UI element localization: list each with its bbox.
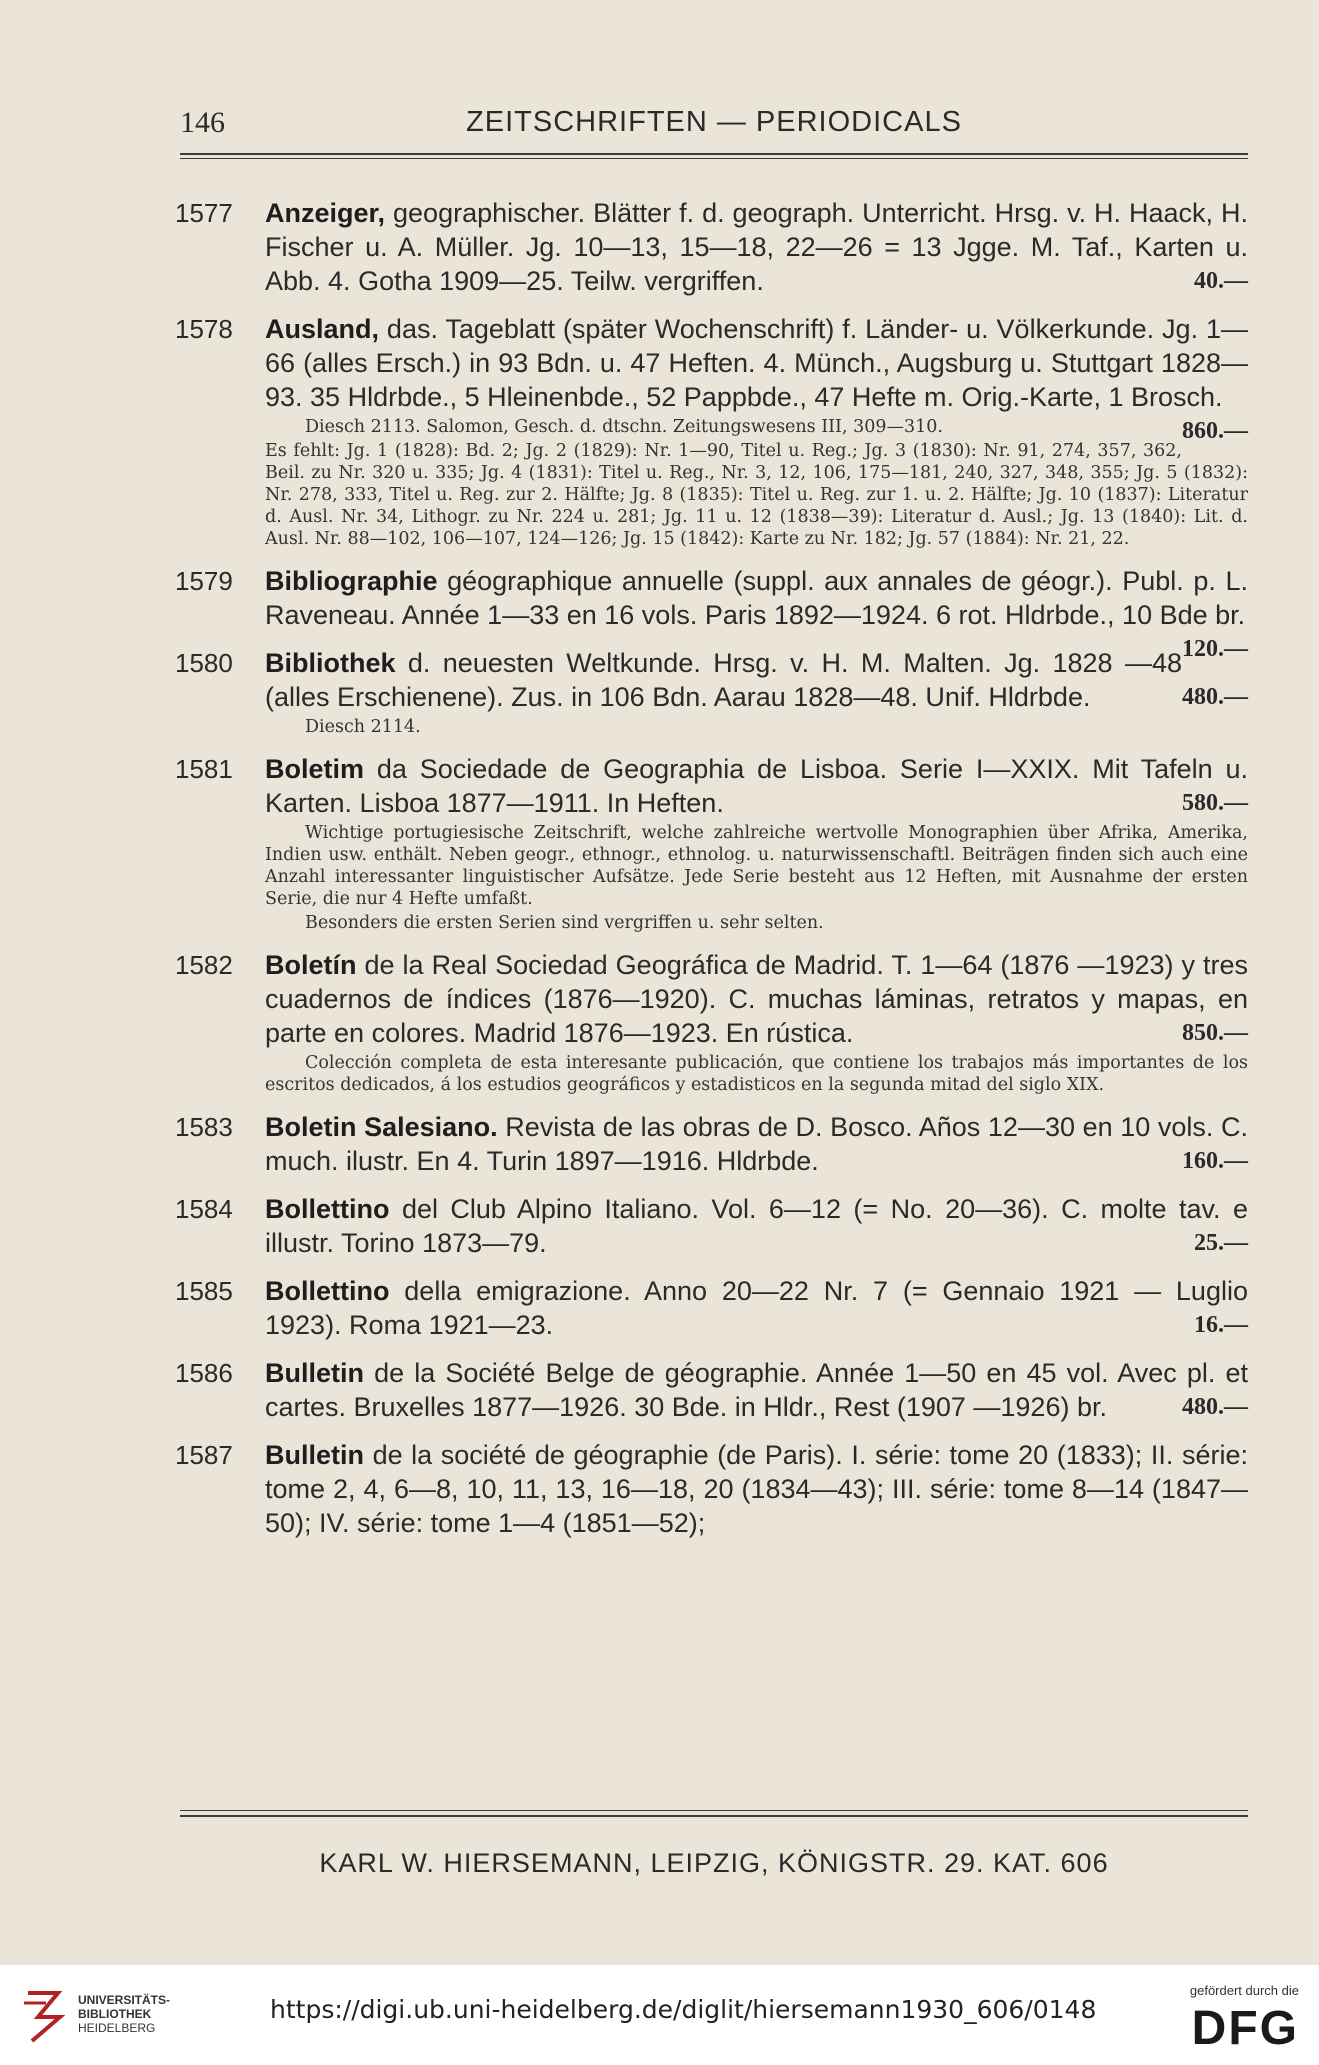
entry-title: Bibliographie [265, 566, 438, 596]
entry-number: 1578 [175, 314, 233, 344]
entry-title: Bollettino [265, 1276, 390, 1306]
entry-price: 25.— [1194, 1230, 1248, 1256]
library-name-line: UNIVERSITÄTS- [78, 1993, 171, 2007]
entry-price: 860.— [1182, 418, 1248, 444]
footer-rule [180, 1815, 1248, 1817]
library-name-line: HEIDELBERG [78, 2021, 156, 2035]
library-name [78, 1993, 170, 2035]
entry-body [265, 1438, 1248, 1540]
permalink-url[interactable]: https://digi.ub.uni-heidelberg.de/diglit/hiersemann1930_606/0148 [270, 1995, 1097, 2024]
catalog-entry [175, 1192, 1248, 1260]
entry-description: de la société de géographie (de Paris). I. série: tome 20 (1833); II. série: tome 2, 4, 6—8, 10, 11, 13, 16—18, 20 (1834—43); III. série: tome 8—14 (1847—50); IV. série: tome 1—4 (1851—52); [265, 1440, 1248, 1538]
entry-note: Colección completa de esta interesante publicación, que contiene los trabajos más importantes de los escritos dedicados, á los estudios geográficos y estadisticos en la segunda mitad del siglo XIX. [265, 1053, 1248, 1095]
entry-body [265, 1274, 1248, 1342]
entry-title: Boletim [265, 754, 365, 784]
catalog-entry [175, 312, 1248, 550]
entry-note: Es fehlt: Jg. 1 (1828): Bd. 2; Jg. 2 (1829): Nr. 1—90, Titel u. Reg.; Jg. 3 (1830): Nr. 91, 274, 357, 362, Beil. zu Nr. 320 u. 335; Jg. 4 (1831): Titel u. Reg., Nr. 3, 12, 106, 175—181, 240, 327, 348, 355; Jg. 5 (1832): Nr. 278, 333, Titel u. Reg. zur 2. Hälfte; Jg. 8 (1835): Titel u. Reg. zur 1. u. 2. Hälfte; Jg. 10 (1837): Literatur d. Ausl. Nr. 34, Lithogr. zu Nr. 224 u. 281; Jg. 11 u. 12 (1838—39): Literatur d. Ausl.; Jg. 13 (1840): Lit. d. Ausl. Nr. 88—102, 106—107, 124—126; Jg. 15 (1842): Karte zu Nr. 182; Jg. 57 (1884): Nr. 21, 22. [265, 441, 1248, 549]
entry-description: della emigrazione. Anno 20—22 Nr. 7 (= Gennaio 1921 — Luglio 1923). Roma 1921—23. [265, 1276, 1248, 1340]
header-rule-thin [180, 158, 1248, 159]
entry-price: 580.— [1182, 790, 1248, 816]
entry-title: Bollettino [265, 1194, 390, 1224]
entry-description: del Club Alpino Italiano. Vol. 6—12 (= No. 20—36). C. molte tav. e illustr. Torino 1873—79. [265, 1194, 1248, 1258]
entry-body [265, 564, 1248, 662]
catalog-entry [175, 948, 1248, 1096]
entry-price: 480.— [1182, 1394, 1248, 1420]
entry-note: Diesch 2114. [305, 717, 421, 737]
entry-note: Wichtige portugiesische Zeitschrift, welche zahlreiche wertvolle Monographien über Afrika, Amerika, Indien usw. enthält. Neben geogr., ethnogr., ethnolog. u. naturwissenschaftl. Beiträgen finden sich auch eine Anzahl interessanter linguistischer Aufsätze. Jede Serie besteht aus 12 Heften, mit Ausnahme der ersten Serie, die nur 4 Hefte umfaßt. [265, 823, 1248, 909]
entry-number: 1584 [175, 1194, 233, 1224]
catalog-entry [175, 1356, 1248, 1424]
entry-list [175, 196, 1248, 1554]
dfg-logo: DFG [1191, 2002, 1299, 2055]
catalog-entry [175, 196, 1248, 298]
catalog-entry [175, 1110, 1248, 1178]
library-name-line: BIBLIOTHEK [78, 2007, 152, 2021]
entry-number: 1581 [175, 754, 233, 784]
page-number: 146 [180, 106, 225, 139]
footer-rule-thin [180, 1810, 1248, 1811]
entry-number: 1580 [175, 648, 233, 678]
entry-number: 1585 [175, 1276, 233, 1306]
entry-price: 40.— [1194, 268, 1248, 294]
entry-title: Ausland, [265, 314, 380, 344]
entry-description: d. neuesten Weltkunde. Hrsg. v. H. M. Malten. Jg. 1828 —48 (alles Erschienene). Zus. in 106 Bdn. Aarau 1828—48. Unif. Hldrbde. [265, 648, 1182, 712]
entry-description: das. Tageblatt (später Wochenschrift) f. Länder- u. Völkerkunde. Jg. 1—66 (alles Ersch.) in 93 Bdn. u. 47 Heften. 4. Münch., Augsburg u. Stuttgart 1828—93. 35 Hldrbde., 5 Hleinenbde., 52 Pappbde., 47 Hefte m. Orig.-Karte, 1 Brosch. [265, 314, 1248, 412]
entry-number: 1579 [175, 566, 233, 596]
entry-price: 16.— [1194, 1312, 1248, 1338]
entry-number: 1577 [175, 198, 233, 228]
entry-number: 1582 [175, 950, 233, 980]
entry-title: Boletín [265, 950, 357, 980]
entry-number: 1587 [175, 1440, 233, 1470]
entry-description: da Sociedade de Geographia de Lisboa. Serie I—XXIX. Mit Tafeln u. Karten. Lisboa 1877—1911. In Heften. [265, 754, 1248, 818]
entry-description: de la Société Belge de géographie. Année 1—50 en 45 vol. Avec pl. et cartes. Bruxelles 1877—1926. 30 Bde. in Hldr., Rest (1907 —1926) br. [265, 1358, 1248, 1422]
entry-title: Boletin Salesiano. [265, 1112, 498, 1142]
entry-price: 160.— [1182, 1148, 1248, 1174]
publisher-footer: KARL W. HIERSEMANN, LEIPZIG, KÖNIGSTR. 29. KAT. 606 [319, 1848, 1109, 1878]
catalog-entry [175, 564, 1248, 662]
entry-title: Anzeiger, [265, 198, 386, 228]
entry-number: 1583 [175, 1112, 233, 1142]
entry-description: géographique annuelle (suppl. aux annales de géogr.). Publ. p. L. Raveneau. Année 1—33 en 16 vols. Paris 1892—1924. 6 rot. Hldrbde., 10 Bde br. [265, 566, 1248, 630]
page-title: ZEITSCHRIFTEN — PERIODICALS [466, 106, 962, 138]
entry-title: Bulletin [265, 1358, 364, 1388]
sponsor-label: gefördert durch die [1189, 1983, 1299, 1998]
entry-title: Bibliothek [265, 648, 396, 678]
header-rule [180, 153, 1248, 155]
library-logo-icon [20, 1989, 70, 2045]
entry-price: 850.— [1182, 1020, 1248, 1046]
entry-body [265, 948, 1248, 1050]
entry-price: 120.— [1182, 636, 1248, 662]
entry-body [265, 196, 1248, 298]
digitization-bar [0, 1965, 1319, 2065]
page-header [180, 106, 1248, 146]
entry-body [265, 752, 1248, 820]
catalog-entry [175, 646, 1248, 738]
catalog-entry [175, 1274, 1248, 1342]
catalog-entry [175, 1438, 1248, 1540]
entry-title: Bulletin [265, 1440, 364, 1470]
entry-number: 1586 [175, 1358, 233, 1388]
entry-note: Besonders die ersten Serien sind vergriffen u. sehr selten. [305, 913, 824, 933]
entry-body [265, 1356, 1248, 1424]
entry-description: Revista de las obras de D. Bosco. Años 12—30 en 10 vols. C. much. ilustr. En 4. Turin 1897—1916. Hldrbde. [265, 1112, 1249, 1176]
catalog-entry [175, 752, 1248, 934]
entry-body [265, 646, 1248, 714]
entry-description: geographischer. Blätter f. d. geograph. Unterricht. Hrsg. v. H. Haack, H. Fischer u. A. Müller. Jg. 10—13, 15—18, 22—26 = 13 Jgge. M. Taf., Karten u. Abb. 4. Gotha 1909—25. Teilw. vergriffen. [265, 198, 1248, 296]
entry-body [265, 1110, 1248, 1178]
entry-price: 480.— [1182, 684, 1248, 710]
entry-description: de la Real Sociedad Geográfica de Madrid. T. 1—64 (1876 —1923) y tres cuadernos de índices (1876—1920). C. muchas láminas, retratos y mapas, en parte en colores. Madrid 1876—1923. En rústica. [265, 950, 1249, 1048]
entry-body [265, 1192, 1248, 1260]
entry-note: Diesch 2113. Salomon, Gesch. d. dtschn. Zeitungswesens III, 309—310. [305, 417, 943, 437]
